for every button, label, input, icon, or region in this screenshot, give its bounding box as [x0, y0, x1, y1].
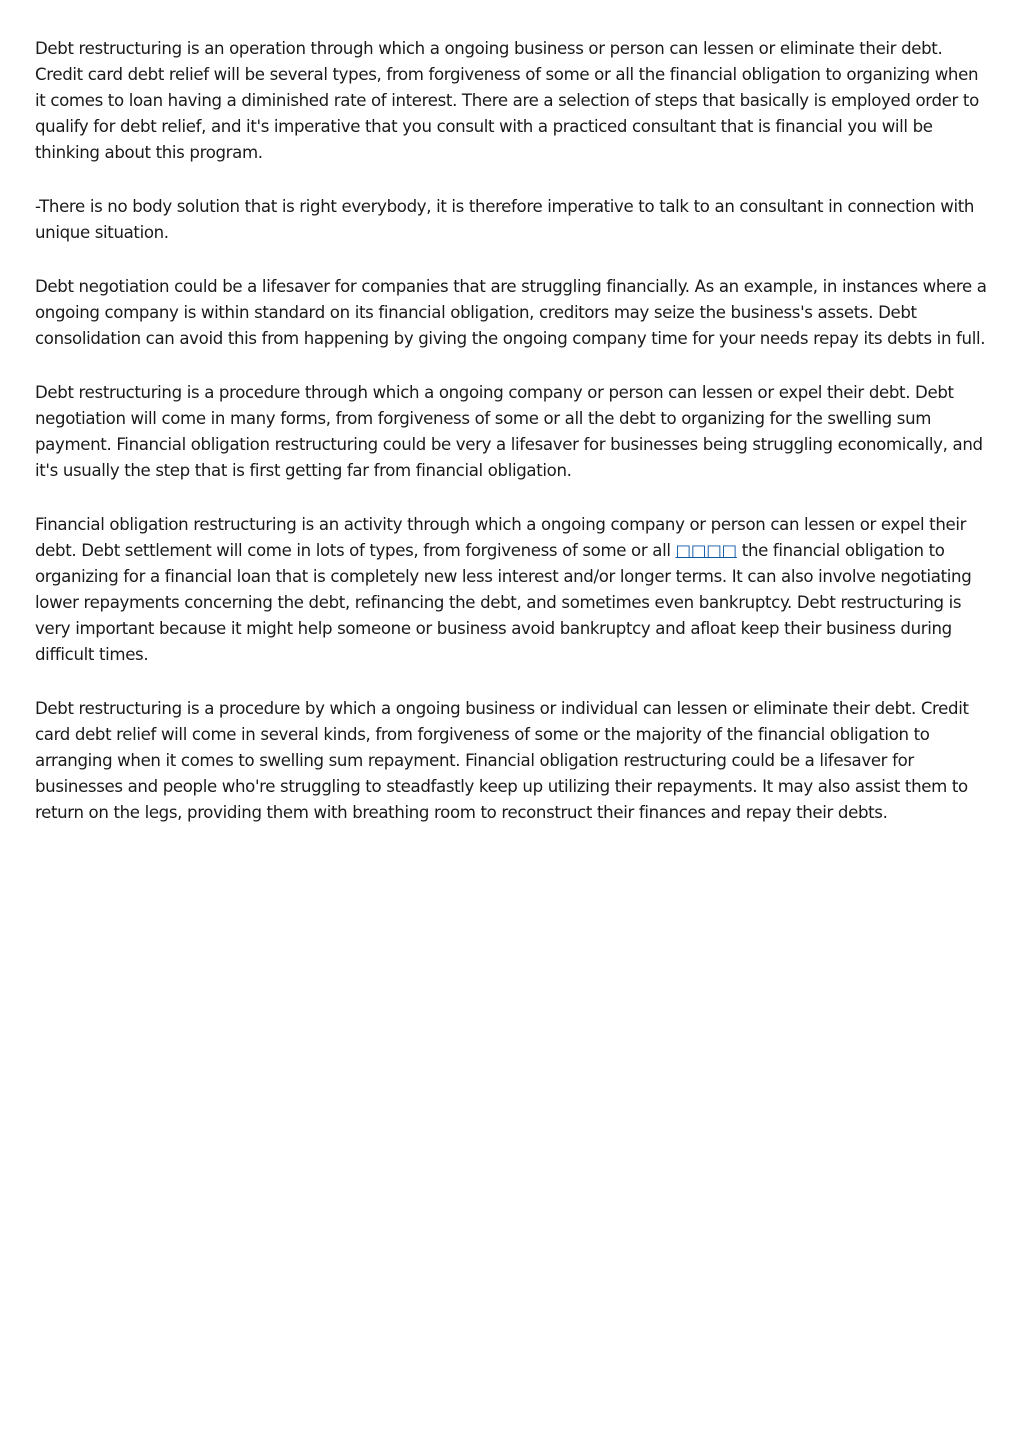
paragraph-5-text-before-link: Financial obligation restructuring is an activity through which a ongoing company or person can lessen or expel their debt. Debt settlement will come in lots of types, from forgiveness of some or all: [35, 515, 967, 560]
paragraph-2: -There is no body solution that is right everybody, it is therefore imperative to talk to an consultant in connection with unique situation.: [35, 197, 975, 242]
paragraph-6: Debt restructuring is a procedure by which a ongoing business or individual can lessen or eliminate their debt. Credit card debt relief will come in several kinds, from forgiveness of some or the majority of the financial obligation to arranging when it comes to swelling sum repayment. Financial obligation restructuring could be a lifesaver for businesses and people who're struggling to steadfastly keep up utilizing their repayments. It may also assist them to return on the legs, providing them with breathing room to reconstruct their finances and repay their debts.: [35, 699, 969, 822]
inline-link[interactable]: □□□□: [675, 541, 737, 560]
paragraph-4: Debt restructuring is a procedure through which a ongoing company or person can lessen or expel their debt. Debt negotiation will come in many forms, from forgiveness of some or all the debt to organizing for the swelling sum payment. Financial obligation restructuring could be very a lifesaver for businesses being struggling economically, and it's usually the step that is first getting far from financial obligation.: [35, 383, 983, 480]
article-body: [35, 36, 990, 826]
paragraph-5-text-after-link: the financial obligation to organizing for a financial loan that is completely new less interest and/or longer terms. It can also involve negotiating lower repayments concerning the debt, refinancing the debt, and sometimes even bankruptcy. Debt restructuring is very important because it might help someone or business avoid bankruptcy and afloat keep their business during difficult times.: [35, 541, 972, 664]
paragraph-3: Debt negotiation could be a lifesaver for companies that are struggling financially. As an example, in instances where a ongoing company is within standard on its financial obligation, creditors may seize the business's assets. Debt consolidation can avoid this from happening by giving the ongoing company time for your needs repay its debts in full.: [35, 277, 987, 348]
paragraph-5: [35, 512, 990, 668]
paragraph-1: Debt restructuring is an operation through which a ongoing business or person can lessen or eliminate their debt. Credit card debt relief will be several types, from forgiveness of some or all the financial obligation to organizing when it comes to loan having a diminished rate of interest. There are a selection of steps that basically is employed order to qualify for debt relief, and it's imperative that you consult with a practiced consultant that is financial you will be thinking about this program.: [35, 39, 979, 162]
